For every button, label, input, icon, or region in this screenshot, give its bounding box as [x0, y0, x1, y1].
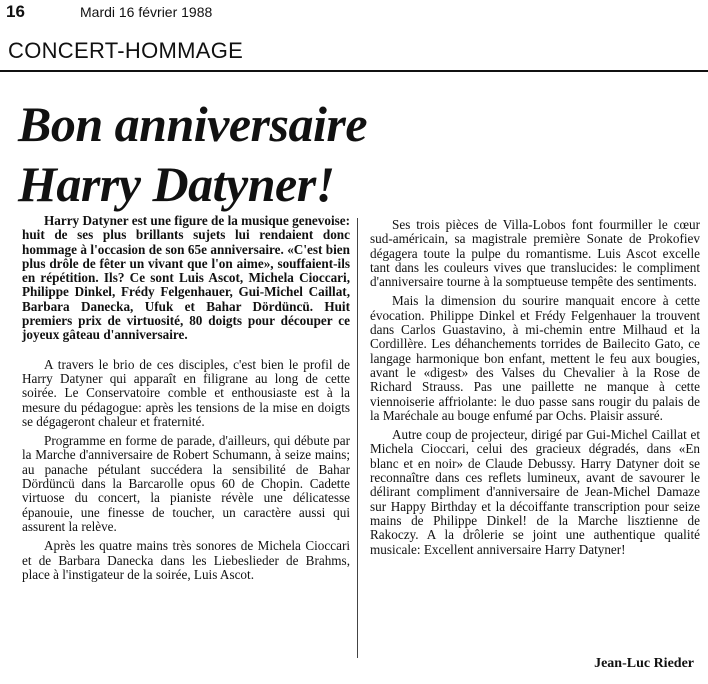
paragraph: Programme en forme de parade, d'ailleurs, qui débute par la Marche d'anniversaire de Robert Schumann, à seize mains; au panache pétulant succédera la sensibilité de Bahar Dördüncü dans la Barcarolle opus 60 de Chopin. Cadette virtuose du concert, la pianiste révèle une délicatesse épanouie, une finesse de toucher, un caractère aussi qui assurent la relève. — [22, 433, 350, 534]
rubric-underline — [0, 70, 708, 72]
paragraph: Ses trois pièces de Villa-Lobos font fourmiller le cœur sud-américain, sa magistrale première Sonate de Prokofiev dégagera toute la pulpe du romantisme. Luis Ascot excelle tant dans les couleurs vives que translucides: le compliment d'anniversaire tourne à la somptueuse tempête des sentiments. — [370, 217, 700, 290]
paragraph: Mais la dimension du sourire manquait encore à cette évocation. Philippe Dinkel et Frédy Felgenhauer la trouvent dans Carlos Guastavino, à mi-chemin entre Milhaud et la Cordillère. Les déhanchements torrides de Bailecito Gato, ce langage harmonique bon enfant, mettent le feu aux bougies, avant le «digest» des Valses du Chevalier à la Rose de Richard Strauss. Pas une paillette ne manque à cette viennoiserie affriolante: le duo passe sans rougir du palais de la Maréchale au bouge enfumé par Ochs. Plaisir assuré. — [370, 293, 700, 423]
headline-line-2: Harry Datyner! — [18, 156, 335, 212]
article-headline — [18, 94, 367, 214]
article-lead: Harry Datyner est une figure de la musique genevoise: huit de ses plus brillants sujets lui rendaient donc hommage à l'occasion de son 65e anniversaire. «C'est bien plus drôle de fêter un vivant que l'on aime», souffaient-ils en répétition. Ils? Ce sont Luis Ascot, Michela Cioccari, Philippe Dinkel, Frédy Felgenhauer, Gui-Michel Caillat, Barbara Danecka, Ufuk et Bahar Dördüncü. Huit premiers prix de virtuosité, 80 doigts pour découper ce joyeux gâteau d'anniversaire. — [22, 213, 350, 343]
paragraph: Après les quatre mains très sonores de Michela Cioccari et de Barbara Danecka dans les Liebeslieder de Brahms, place à l'instigateur de la soirée, Luis Ascot. — [22, 538, 350, 582]
section-rubric: CONCERT-HOMMAGE — [8, 38, 244, 63]
column-divider — [357, 218, 358, 658]
paragraph: Autre coup de projecteur, dirigé par Gui-Michel Caillat et Michela Cioccari, celui des gracieux dégradés, dans «En blanc et en noir» de Claude Debussy. Harry Datyner doit se reconnaître dans ces reflets lumineux, avant de savourer le délirant compliment d'anniversaire de Jean-Michel Damaze sur Happy Birthday et la décoiffante transcription pour seize mains de Philippe Dinkel! de la Marche lisztienne de Rakoczy. A la drôlerie se joint une authentique qualité musicale: Excellent anniversaire Harry Datyner! — [370, 427, 700, 557]
page-number: 16 — [6, 2, 25, 21]
article-column-left — [22, 214, 350, 587]
article-column-right — [370, 218, 700, 562]
paragraph: A travers le brio de ces disciples, c'est bien le profil de Harry Datyner qui apparaît en filigrane au long de cette soirée. Le Conservatoire comble et enthousiaste est à la mesure du pédagogue: après les tensions de la mise en doigts se dégageront chaleur et fraternité. — [22, 356, 350, 429]
headline-line-1: Bon anniversaire — [18, 96, 368, 152]
publication-date: Mardi 16 février 1988 — [80, 4, 213, 20]
author-byline: Jean-Luc Rieder — [594, 656, 694, 671]
